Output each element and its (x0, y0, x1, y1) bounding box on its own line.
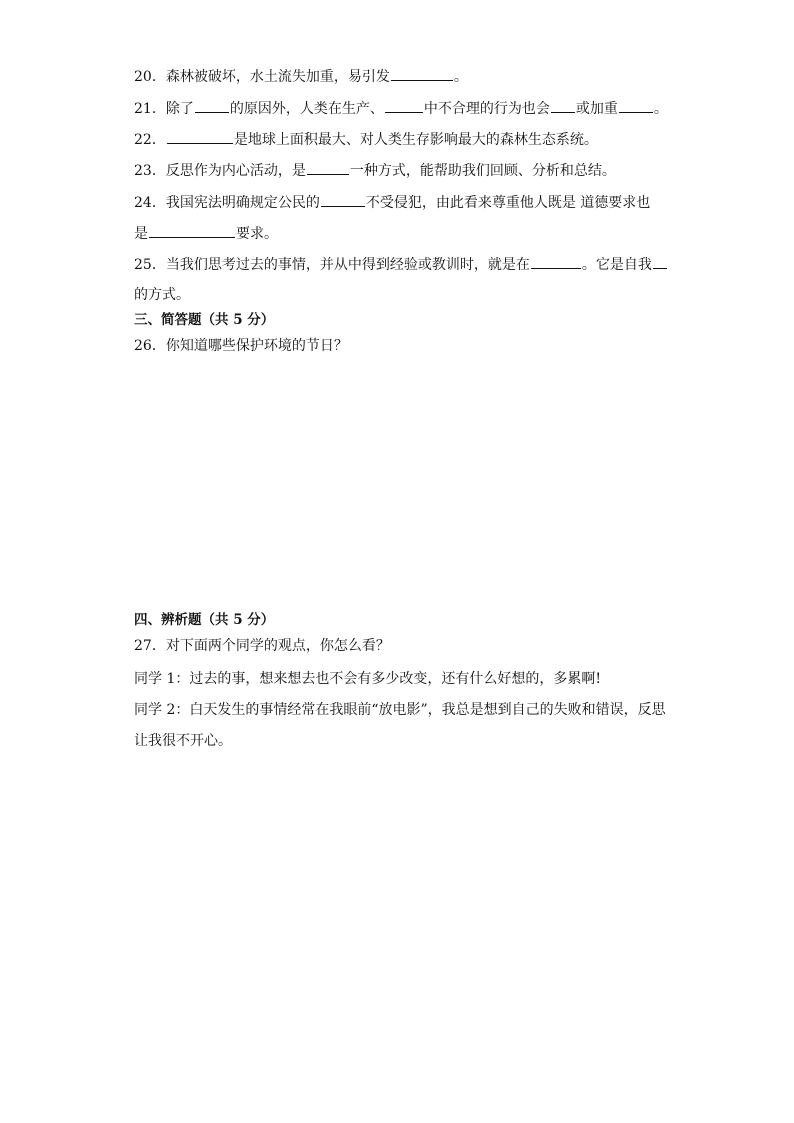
question-22 (134, 129, 674, 150)
question-text: 是 (134, 226, 148, 242)
question-text: 我国宪法明确规定公民的 (165, 195, 320, 211)
answer-blank[interactable] (149, 223, 235, 238)
answer-blank[interactable] (321, 192, 365, 207)
question-text: 的方式。 (134, 287, 190, 303)
question-number: 25． (134, 257, 166, 273)
question-text: 除了 (165, 101, 194, 117)
question-text: 是地球上面积最大、对人类生存影响最大的森林生态系统。 (233, 132, 598, 148)
student-1-view: 同学 1：过去的事，想来想去也不会有多少改变，还有什么好想的，多累啊! (134, 671, 601, 687)
question-text: 或加重 (575, 101, 618, 117)
question-24-line-2 (134, 223, 674, 244)
question-text: 。 (653, 101, 668, 117)
answer-blank[interactable] (619, 98, 653, 113)
answer-blank[interactable] (531, 254, 581, 269)
question-text: 对下面两个同学的观点，你怎么看？ (165, 638, 390, 654)
section-4-heading: 四、辨析题（共 5 分） (134, 612, 275, 628)
question-20 (134, 66, 674, 87)
answer-blank[interactable] (653, 254, 667, 269)
answer-blank[interactable] (307, 160, 349, 175)
answer-blank[interactable] (551, 98, 575, 113)
answer-blank[interactable] (385, 98, 423, 113)
question-number: 22． (134, 132, 166, 148)
question-number: 23． (134, 163, 166, 179)
student-2-view: 同学 2：白天发生的事情经常在我眼前“放电影”，我总是想到自己的失败和错误，反思 (134, 702, 666, 718)
question-25 (134, 254, 674, 275)
question-26 (134, 336, 674, 356)
question-text: 。 (453, 69, 468, 85)
question-27 (134, 636, 674, 656)
question-text: 要求。 (236, 226, 278, 242)
question-25-line-2 (134, 285, 674, 305)
question-text: 中不合理的行为也会 (423, 101, 550, 117)
question-number: 21． (134, 101, 166, 117)
question-text: 森林被破坏，水土流失加重，易引发 (165, 69, 390, 85)
question-text: 你知道哪些保护环境的节日？ (165, 338, 348, 354)
question-text: 一种方式，能帮助我们回顾、分析和总结。 (349, 163, 616, 179)
answer-blank[interactable] (391, 66, 453, 81)
question-21 (134, 98, 674, 119)
question-number: 20． (134, 69, 166, 85)
section-3-heading: 三、简答题（共 5 分） (134, 312, 275, 328)
question-text: 。它是自我 (581, 257, 652, 273)
question-23 (134, 160, 674, 181)
question-24 (134, 192, 674, 213)
question-text: 的原因外，人类在生产、 (229, 101, 384, 117)
question-text: 不受侵犯，由此看来尊重他人既是 道德要求也 (365, 195, 651, 211)
question-number: 27． (134, 638, 166, 654)
question-number: 26． (134, 338, 166, 354)
question-number: 24． (134, 195, 166, 211)
answer-blank[interactable] (195, 98, 229, 113)
question-text: 当我们思考过去的事情，并从中得到经验或教训时，就是在 (165, 257, 530, 273)
answer-blank[interactable] (167, 129, 233, 144)
student-2-view-line-2: 让我很不开心。 (134, 733, 232, 749)
question-text: 反思作为内心活动，是 (165, 163, 306, 179)
